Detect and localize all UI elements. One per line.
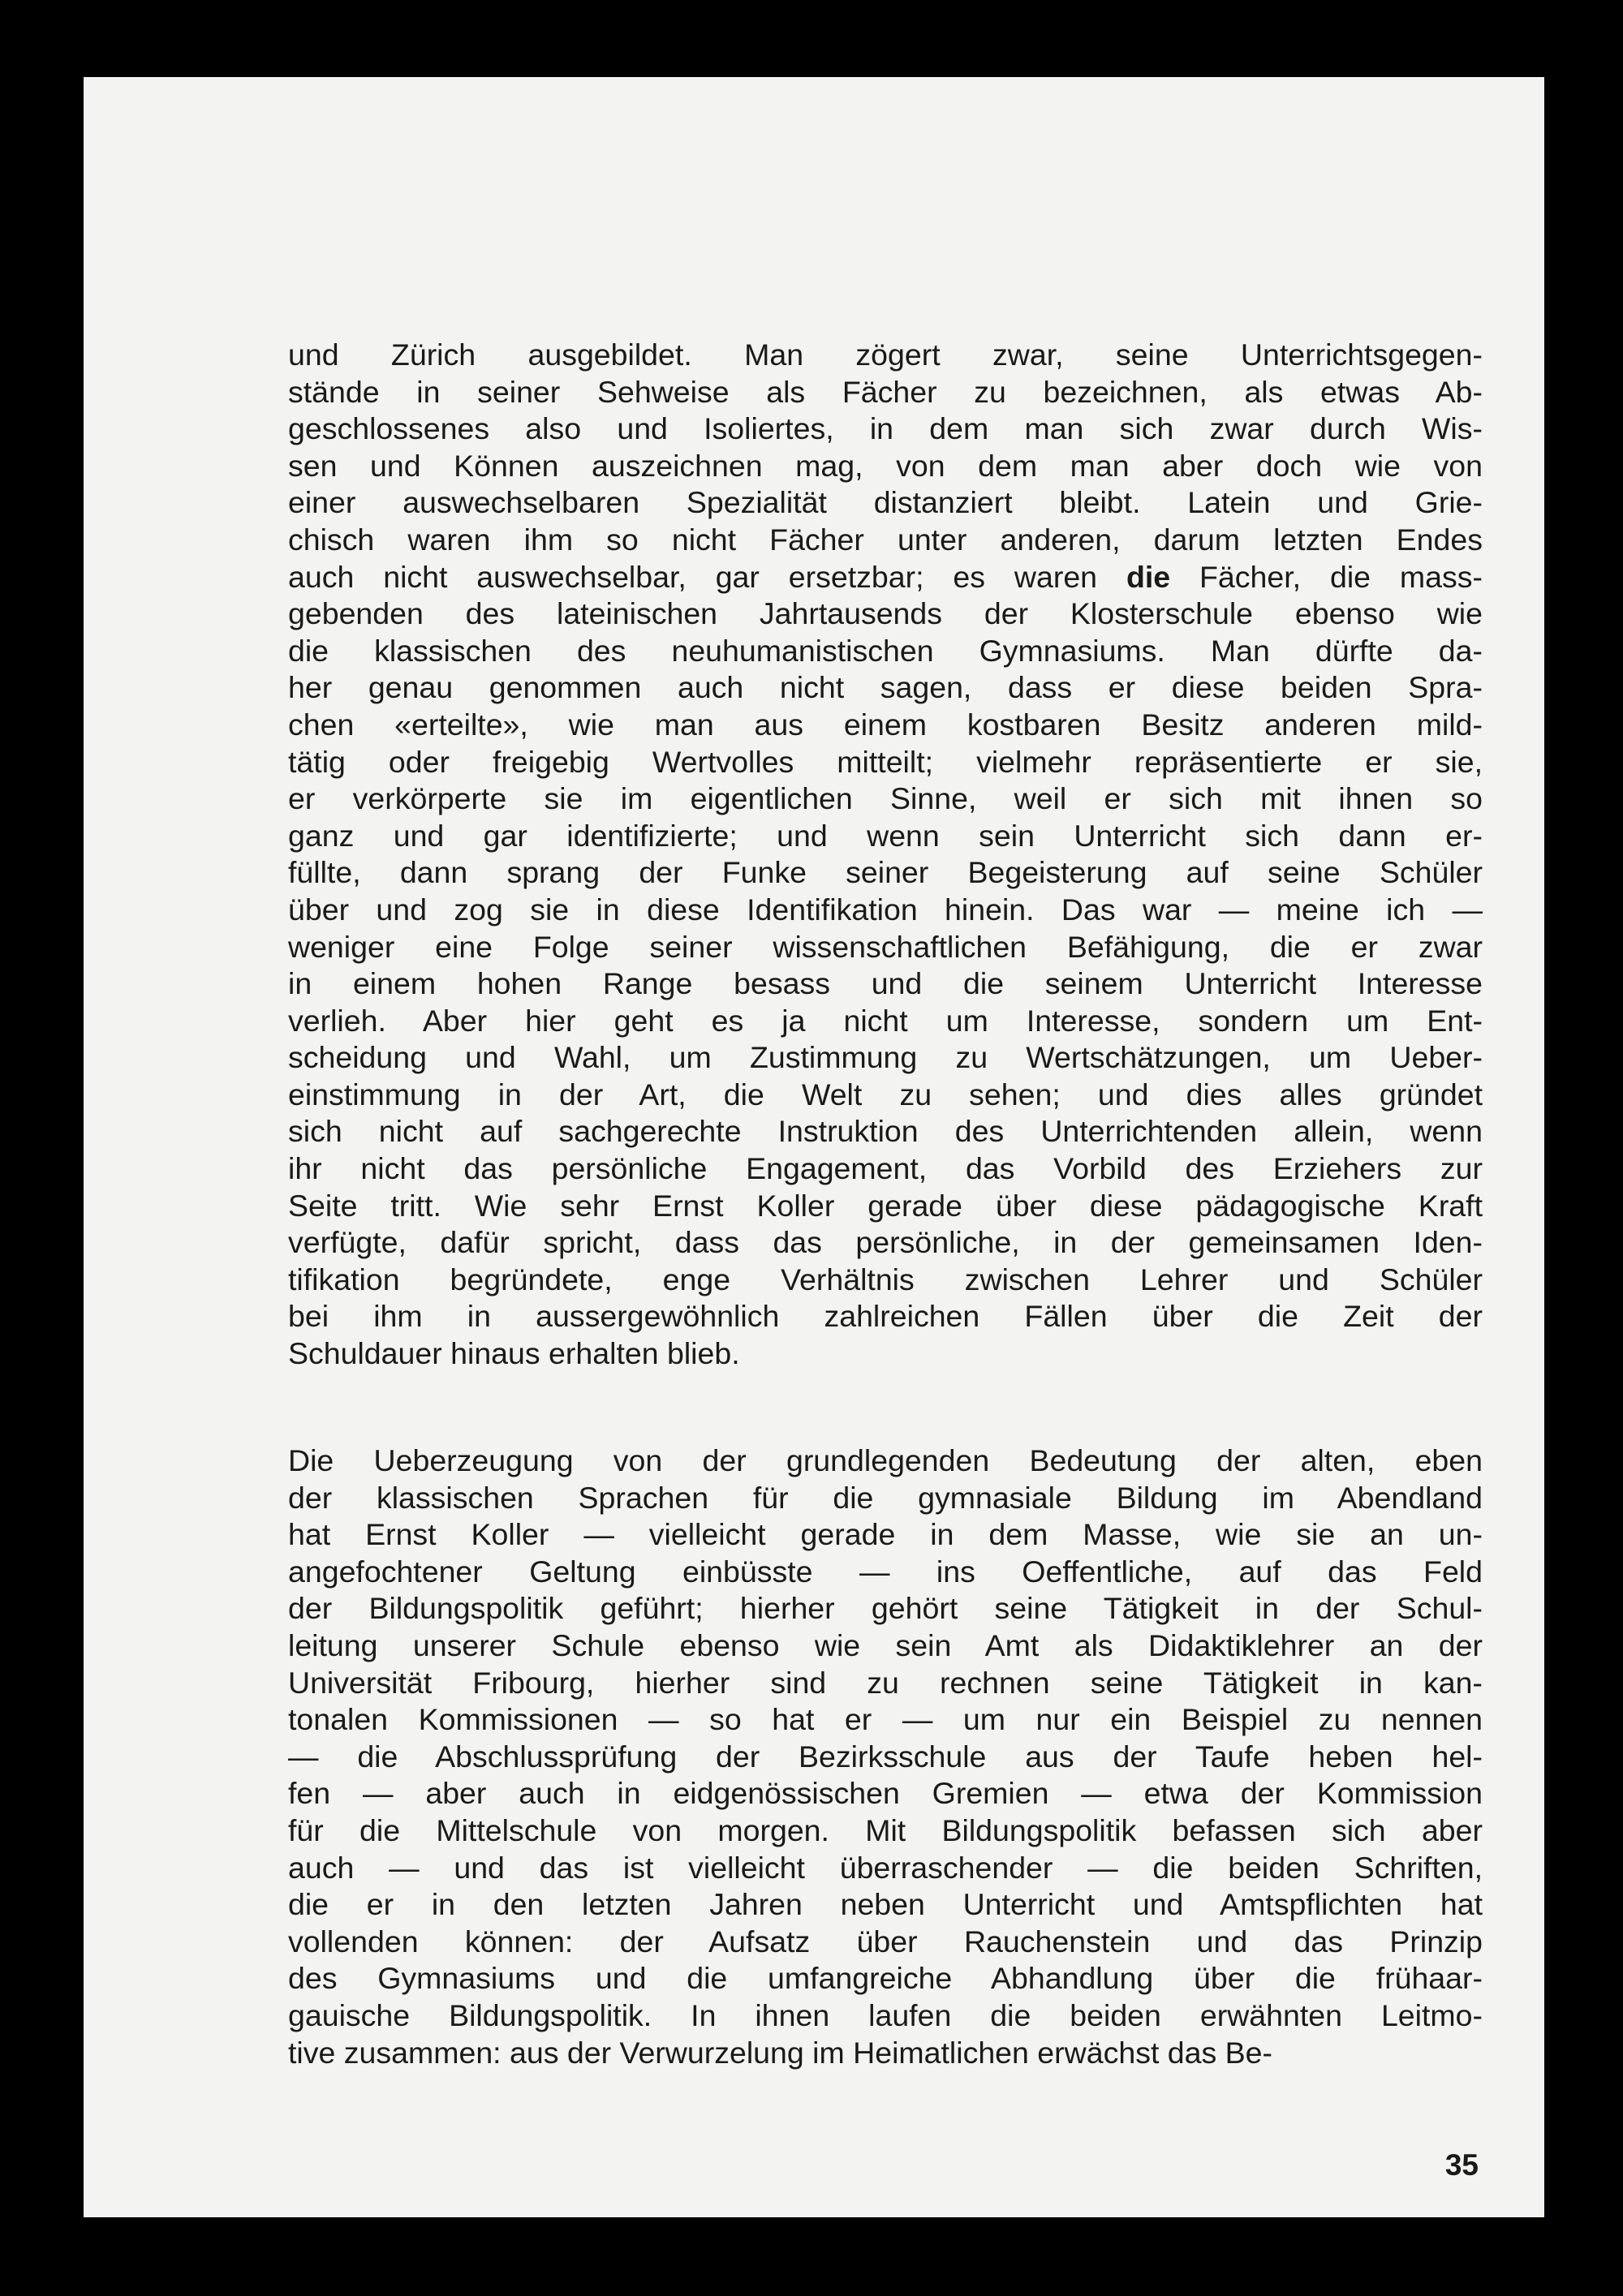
text-line: fen — aber auch in eidgenössischen Gremien — etwa der Kommission [288,1776,1483,1811]
paragraph-1 [288,337,1483,1373]
text-line: leitung unserer Schule ebenso wie sein Amt als Didaktiklehrer an der [288,1627,1483,1662]
text-line: gebenden des lateinischen Jahrtausends der Klosterschule ebenso wie [288,596,1483,631]
text-line: tifikation begründete, enge Verhältnis zwischen Lehrer und Schüler [288,1262,1483,1296]
text-line: chen «erteilte», wie man aus einem kostbaren Besitz anderen mild- [288,707,1483,742]
text-line: auch nicht auswechselbar, gar ersetzbar; es waren die Fächer, die mass- [288,559,1483,594]
text-line: bei ihm in aussergewöhnlich zahlreichen Fällen über die Zeit der [288,1299,1483,1334]
text-line: verfügte, dafür spricht, dass das persönliche, in der gemeinsamen Iden- [288,1225,1483,1260]
text-line: sen und Können auszeichnen mag, von dem man aber doch wie von [288,448,1483,483]
paragraph-2 [288,1443,1483,2071]
text-line: und Zürich ausgebildet. Man zögert zwar, seine Unterrichtsgegen- [288,338,1483,372]
text-line: ganz und gar identifizierte; und wenn sein Unterricht sich dann er- [288,818,1483,853]
text-line: einstimmung in der Art, die Welt zu sehen; und dies alles gründet [288,1077,1483,1111]
text-line: gauische Bildungspolitik. In ihnen laufen die beiden erwähnten Leitmo- [288,1997,1483,2032]
text-line: tätig oder freigebig Wertvolles mitteilt; vielmehr repräsentierte er sie, [288,744,1483,779]
text-line: Universität Fribourg, hierher sind zu rechnen seine Tätigkeit in kan- [288,1665,1483,1700]
text-line: her genau genommen auch nicht sagen, dass er diese beiden Spra- [288,670,1483,705]
text-line: für die Mittelschule von morgen. Mit Bildungspolitik befassen sich aber [288,1812,1483,1847]
text-line: weniger eine Folge seiner wissenschaftlichen Befähigung, die er zwar [288,929,1483,964]
text-line: in einem hohen Range besass und die seinem Unterricht Interesse [288,966,1483,1001]
text-line: verlieh. Aber hier geht es ja nicht um Interesse, sondern um Ent- [288,1003,1483,1038]
text-line: der Bildungspolitik geführt; hierher gehört seine Tätigkeit in der Schul- [288,1591,1483,1626]
text-line: der klassischen Sprachen für die gymnasiale Bildung im Abendland [288,1480,1483,1515]
text-line: geschlossenes also und Isoliertes, in dem man sich zwar durch Wis- [288,411,1483,446]
text-line: einer auswechselbaren Spezialität distanziert bleibt. Latein und Grie- [288,485,1483,520]
text-line: hat Ernst Koller — vielleicht gerade in dem Masse, wie sie an un- [288,1517,1483,1552]
text-line: Die Ueberzeugung von der grundlegenden Bedeutung der alten, eben [288,1443,1483,1477]
page-number: 35 [1444,2148,1479,2182]
text-line: ihr nicht das persönliche Engagement, das Vorbild des Erziehers zur [288,1151,1483,1186]
text-line: scheidung und Wahl, um Zustimmung zu Wertschätzungen, um Ueber- [288,1040,1483,1075]
text-line: über und zog sie in diese Identifikation hinein. Das war — meine ich — [288,892,1483,927]
text-line: die er in den letzten Jahren neben Unterricht und Amtspflichten hat [288,1887,1483,1922]
text-line: die klassischen des neuhumanistischen Gymnasiums. Man dürfte da- [288,633,1483,668]
text-line: chisch waren ihm so nicht Fächer unter anderen, darum letzten Endes [288,522,1483,557]
text-line: Schuldauer hinaus erhalten blieb. [288,1336,740,1371]
text-line: Seite tritt. Wie sehr Ernst Koller gerade über diese pädagogische Kraft [288,1188,1483,1223]
text-line: des Gymnasiums und die umfangreiche Abhandlung über die frühaar- [288,1961,1483,1996]
text-line: tonalen Kommissionen — so hat er — um nur ein Beispiel zu nennen [288,1702,1483,1737]
text-line: angefochtener Geltung einbüsste — ins Oeffentliche, auf das Feld [288,1554,1483,1589]
text-line: vollenden können: der Aufsatz über Rauchenstein und das Prinzip [288,1924,1483,1958]
text-line: er verkörperte sie im eigentlichen Sinne, weil er sich mit ihnen so [288,781,1483,816]
text-line: stände in seiner Sehweise als Fächer zu bezeichnen, als etwas Ab- [288,374,1483,409]
text-line: auch — und das ist vielleicht überraschender — die beiden Schriften, [288,1850,1483,1885]
text-line: tive zusammen: aus der Verwurzelung im Heimatlichen erwächst das Be- [288,2035,1273,2070]
text-line: füllte, dann sprang der Funke seiner Begeisterung auf seine Schüler [288,855,1483,890]
text-line: — die Abschlussprüfung der Bezirksschule aus der Taufe heben hel- [288,1739,1483,1774]
document-page [84,77,1544,2217]
text-line: sich nicht auf sachgerechte Instruktion des Unterrichtenden allein, wenn [288,1114,1483,1149]
